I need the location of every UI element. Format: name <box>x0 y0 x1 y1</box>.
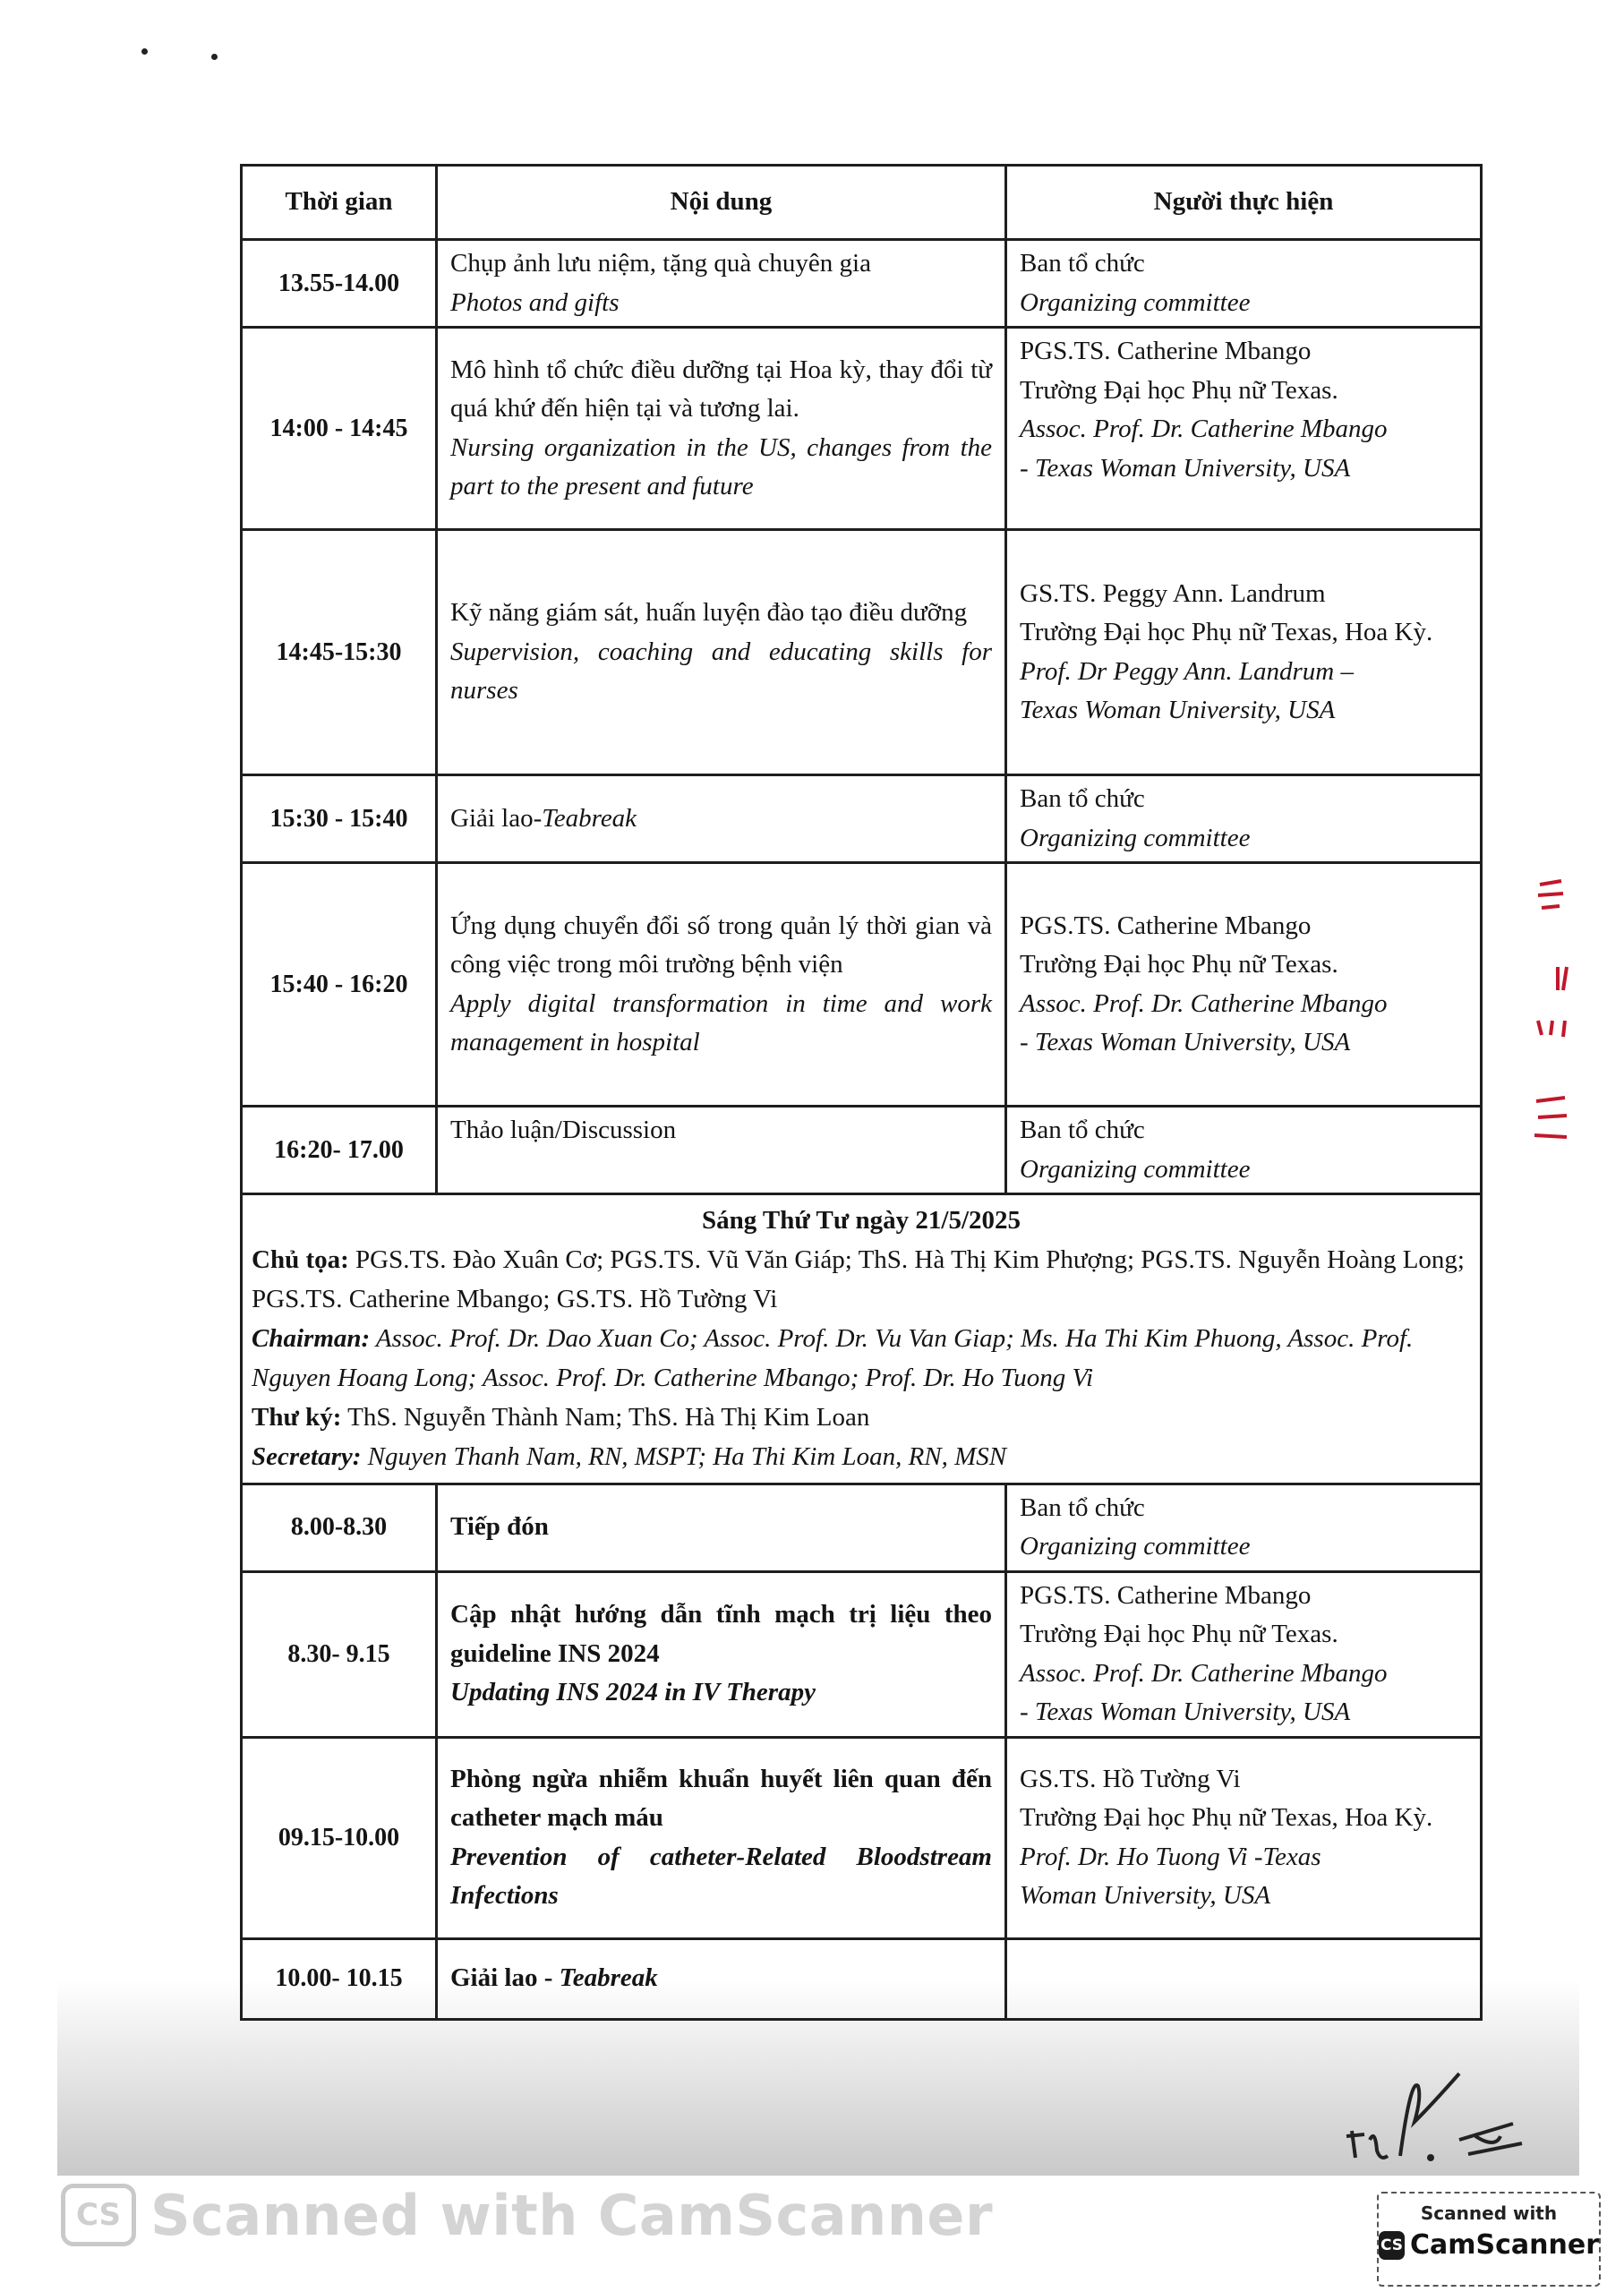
red-margin-marks <box>1522 877 1585 1182</box>
session-title: Sáng Thứ Tư ngày 21/5/2025 <box>701 1206 1021 1235</box>
presenter-en: - Texas Woman University, USA <box>1020 453 1351 483</box>
presenter-line: PGS.TS. Catherine Mbango <box>1020 911 1312 940</box>
presenter-line: GS.TS. Hồ Tường Vi <box>1020 1764 1241 1793</box>
content-en: Photos and gifts <box>450 287 620 317</box>
presenter-en: Organizing committee <box>1020 823 1251 852</box>
table-row <box>242 863 1482 1107</box>
agenda-table <box>240 164 1483 2021</box>
session-chair <box>252 1240 1471 1319</box>
chair-label: Chủ tọa: <box>252 1245 349 1275</box>
presenter-line: PGS.TS. Catherine Mbango <box>1020 1580 1312 1610</box>
presenter-line: Ban tổ chức <box>1020 249 1145 278</box>
secretary-en: Nguyen Thanh Nam, RN, MSPT; Ha Thi Kim Loan, RN, MSN <box>361 1442 1007 1472</box>
presenter-en: - Texas Woman University, USA <box>1020 1028 1351 1056</box>
table-row <box>242 775 1482 863</box>
presenter-en: Prof. Dr. Ho Tuong Vi -Texas <box>1020 1842 1321 1871</box>
row-time: 15:30 - 15:40 <box>242 775 437 863</box>
content-vi: Cập nhật hướng dẫn tĩnh mạch trị liệu theo guideline INS 2024 <box>450 1600 992 1668</box>
row-time: 13.55-14.00 <box>242 240 437 328</box>
table-row <box>242 240 1482 328</box>
scan-dot <box>141 48 148 55</box>
presenter-en: Assoc. Prof. Dr. Catherine Mbango <box>1020 1658 1388 1688</box>
row-time: 8.30- 9.15 <box>242 1571 437 1737</box>
row-content <box>437 1484 1006 1571</box>
watermark-text: Scanned with CamScanner <box>150 2182 994 2248</box>
presenter-line: Ban tổ chức <box>1020 1116 1145 1144</box>
row-presenter <box>1006 1107 1482 1194</box>
badge-brand: CamScanner <box>1409 2229 1599 2261</box>
row-content <box>437 1107 1006 1194</box>
presenter-en: Assoc. Prof. Dr. Catherine Mbango <box>1020 415 1388 443</box>
row-presenter <box>1006 863 1482 1107</box>
table-row <box>242 1571 1482 1737</box>
table-row <box>242 1107 1482 1194</box>
presenter-line: Ban tổ chức <box>1020 1492 1145 1522</box>
table-row <box>242 328 1482 530</box>
header-presenter: Người thực hiện <box>1006 166 1482 240</box>
content-en: Nursing organization in the US, changes from the part to the present and future <box>450 432 992 500</box>
secretary-label-en: Secretary: <box>252 1442 362 1472</box>
presenter-en: Texas Woman University, USA <box>1020 696 1336 724</box>
chairman-label: Chairman: <box>252 1324 371 1354</box>
presenter-line: Trường Đại học Phụ nữ Texas, Hoa Kỳ. <box>1020 618 1433 646</box>
presenter-en: Assoc. Prof. Dr. Catherine Mbango <box>1020 988 1388 1018</box>
presenter-line: Trường Đại học Phụ nữ Texas, Hoa Kỳ. <box>1020 1803 1433 1833</box>
row-presenter <box>1006 530 1482 775</box>
row-presenter <box>1006 240 1482 328</box>
content-vi: Tiếp đón <box>450 1512 549 1542</box>
header-time: Thời gian <box>242 166 437 240</box>
row-time: 14:45-15:30 <box>242 530 437 775</box>
secretary-vi: ThS. Nguyễn Thành Nam; ThS. Hà Thị Kim Loan <box>341 1403 870 1432</box>
content-en: Apply digital transformation in time and work management in hospital <box>450 988 992 1056</box>
row-presenter <box>1006 328 1482 530</box>
row-time: 14:00 - 14:45 <box>242 328 437 530</box>
session-secretary-vi <box>252 1398 1471 1437</box>
content-vi: Kỹ năng giám sát, huấn luyện đào tạo điều dưỡng <box>450 598 968 628</box>
presenter-en: Woman University, USA <box>1020 1881 1271 1911</box>
handwritten-signature <box>1325 2050 1540 2176</box>
row-presenter <box>1006 775 1482 863</box>
session-block <box>242 1194 1482 1484</box>
presenter-line: GS.TS. Peggy Ann. Landrum <box>1020 578 1326 608</box>
presenter-line: Trường Đại học Phụ nữ Texas. <box>1020 375 1338 405</box>
content-vi: Thảo luận/Discussion <box>450 1116 677 1144</box>
content-vi: Giải lao- <box>450 803 543 833</box>
row-time: 16:20- 17.00 <box>242 1107 437 1194</box>
secretary-label-vi: Thư ký: <box>252 1403 342 1432</box>
chair-vi: PGS.TS. Đào Xuân Cơ; PGS.TS. Vũ Văn Giáp; ThS. Hà Thị Kim Phượng; PGS.TS. Nguyễn Hoàng Long; PGS.TS. Catherine Mbango; GS.TS. Hồ Tường Vi <box>252 1245 1465 1314</box>
header-content: Nội dung <box>437 166 1006 240</box>
content-en: Teabreak <box>559 1963 658 1993</box>
row-time: 10.00- 10.15 <box>242 1938 437 2019</box>
presenter-en: Prof. Dr Peggy Ann. Landrum – <box>1020 656 1354 686</box>
row-content <box>437 863 1006 1107</box>
row-presenter <box>1006 1484 1482 1571</box>
session-secretary-en <box>252 1437 1471 1476</box>
presenter-line: PGS.TS. Catherine Mbango <box>1020 337 1312 365</box>
content-vi: Ứng dụng chuyển đổi số trong quản lý thời gian và công việc trong môi trường bệnh viện <box>450 911 992 979</box>
row-content <box>437 240 1006 328</box>
camscanner-logo-icon: CS <box>61 2184 136 2246</box>
content-vi: Phòng ngừa nhiễm khuẩn huyết liên quan đến catheter mạch máu <box>450 1764 992 1833</box>
table-header-row <box>242 166 1482 240</box>
table-row <box>242 1737 1482 1938</box>
camscanner-badge-icon: CS <box>1379 2231 1405 2260</box>
session-chairman <box>252 1319 1471 1398</box>
row-presenter <box>1006 1571 1482 1737</box>
table-row <box>242 1484 1482 1571</box>
row-presenter <box>1006 1737 1482 1938</box>
content-vi: Mô hình tổ chức điều dưỡng tại Hoa kỳ, thay đổi từ quá khứ đến hiện tại và tương lai. <box>450 355 992 423</box>
chairman-en: Assoc. Prof. Dr. Dao Xuan Co; Assoc. Prof. Dr. Vu Van Giap; Ms. Ha Thi Kim Phuong, Assoc. Prof. Nguyen Hoang Long; Assoc. Prof. Dr. Catherine Mbango; Prof. Dr. Ho Tuong Vi <box>252 1324 1414 1393</box>
presenter-en: Organizing committee <box>1020 287 1251 317</box>
row-content <box>437 530 1006 775</box>
camscanner-watermark <box>61 2174 993 2256</box>
row-content <box>437 328 1006 530</box>
badge-brand-row <box>1379 2229 1599 2261</box>
content-en: Prevention of catheter-Related Bloodstream Infections <box>450 1842 992 1911</box>
content-vi: Giải lao - <box>450 1963 560 1993</box>
row-time: 8.00-8.30 <box>242 1484 437 1571</box>
row-presenter <box>1006 1938 1482 2019</box>
content-en: Teabreak <box>542 803 637 833</box>
row-content <box>437 1571 1006 1737</box>
presenter-en: - Texas Woman University, USA <box>1020 1698 1351 1727</box>
row-content <box>437 1938 1006 2019</box>
camscanner-badge <box>1377 2192 1601 2287</box>
presenter-line: Trường Đại học Phụ nữ Texas. <box>1020 950 1338 979</box>
badge-caption: Scanned with <box>1420 2202 1558 2224</box>
row-content <box>437 1737 1006 1938</box>
presenter-line: Trường Đại học Phụ nữ Texas. <box>1020 1620 1338 1649</box>
table-row <box>242 1938 1482 2019</box>
presenter-en: Organizing committee <box>1020 1532 1251 1561</box>
presenter-en: Organizing committee <box>1020 1154 1251 1184</box>
content-vi: Chụp ảnh lưu niệm, tặng quà chuyên gia <box>450 249 871 278</box>
row-content <box>437 775 1006 863</box>
scan-dot <box>211 54 218 60</box>
table-row <box>242 530 1482 775</box>
presenter-line: Ban tổ chức <box>1020 784 1145 813</box>
row-time: 09.15-10.00 <box>242 1737 437 1938</box>
session-row <box>242 1194 1482 1484</box>
content-en: Updating INS 2024 in IV Therapy <box>450 1678 816 1707</box>
row-time: 15:40 - 16:20 <box>242 863 437 1107</box>
content-en: Supervision, coaching and educating skills for nurses <box>450 637 992 706</box>
